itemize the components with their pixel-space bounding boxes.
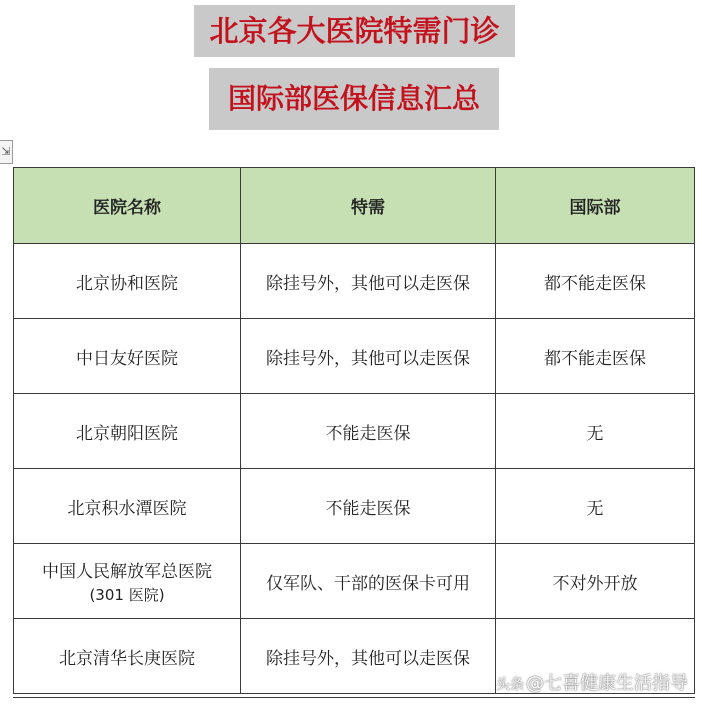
toutiao-logo-icon: 头条 — [496, 677, 524, 693]
table-row — [14, 244, 695, 319]
paste-options-icon[interactable]: ⇲ — [0, 140, 13, 164]
guojibu-cell: 无 — [496, 394, 695, 469]
watermark — [496, 669, 688, 695]
table-row — [14, 469, 695, 544]
header-teshu: 特需 — [241, 168, 496, 244]
hospital-name-cell: 北京协和医院 — [14, 244, 241, 319]
table-header-row — [14, 168, 695, 244]
hospital-name-cell — [14, 544, 241, 619]
teshu-cell: 除挂号外，其他可以走医保 — [241, 619, 496, 694]
teshu-cell: 不能走医保 — [241, 469, 496, 544]
guojibu-cell: 都不能走医保 — [496, 319, 695, 394]
hospital-name-cell: 北京清华长庚医院 — [14, 619, 241, 694]
title-line-1: 北京各大医院特需门诊 — [194, 5, 515, 57]
hospital-insurance-table — [13, 167, 695, 694]
teshu-cell: 除挂号外，其他可以走医保 — [241, 319, 496, 394]
table-row — [14, 394, 695, 469]
table-row — [14, 544, 695, 619]
teshu-cell: 不能走医保 — [241, 394, 496, 469]
hospital-name-text: 中国人民解放军总医院 — [42, 562, 212, 582]
hospital-name-subtext: (301 医院) — [89, 586, 165, 604]
watermark-text: @七喜健康生活指导 — [526, 673, 688, 694]
header-guojibu: 国际部 — [496, 168, 695, 244]
table-row — [14, 319, 695, 394]
hospital-name-cell: 北京积水潭医院 — [14, 469, 241, 544]
teshu-cell: 除挂号外，其他可以走医保 — [241, 244, 496, 319]
header-hospital-name: 医院名称 — [14, 168, 241, 244]
guojibu-cell: 不对外开放 — [496, 544, 695, 619]
title-line-2: 国际部医保信息汇总 — [209, 68, 499, 130]
guojibu-cell: 无 — [496, 469, 695, 544]
guojibu-cell: 都不能走医保 — [496, 244, 695, 319]
hospital-name-cell: 中日友好医院 — [14, 319, 241, 394]
teshu-cell: 仅军队、干部的医保卡可用 — [241, 544, 496, 619]
hospital-name-cell: 北京朝阳医院 — [14, 394, 241, 469]
